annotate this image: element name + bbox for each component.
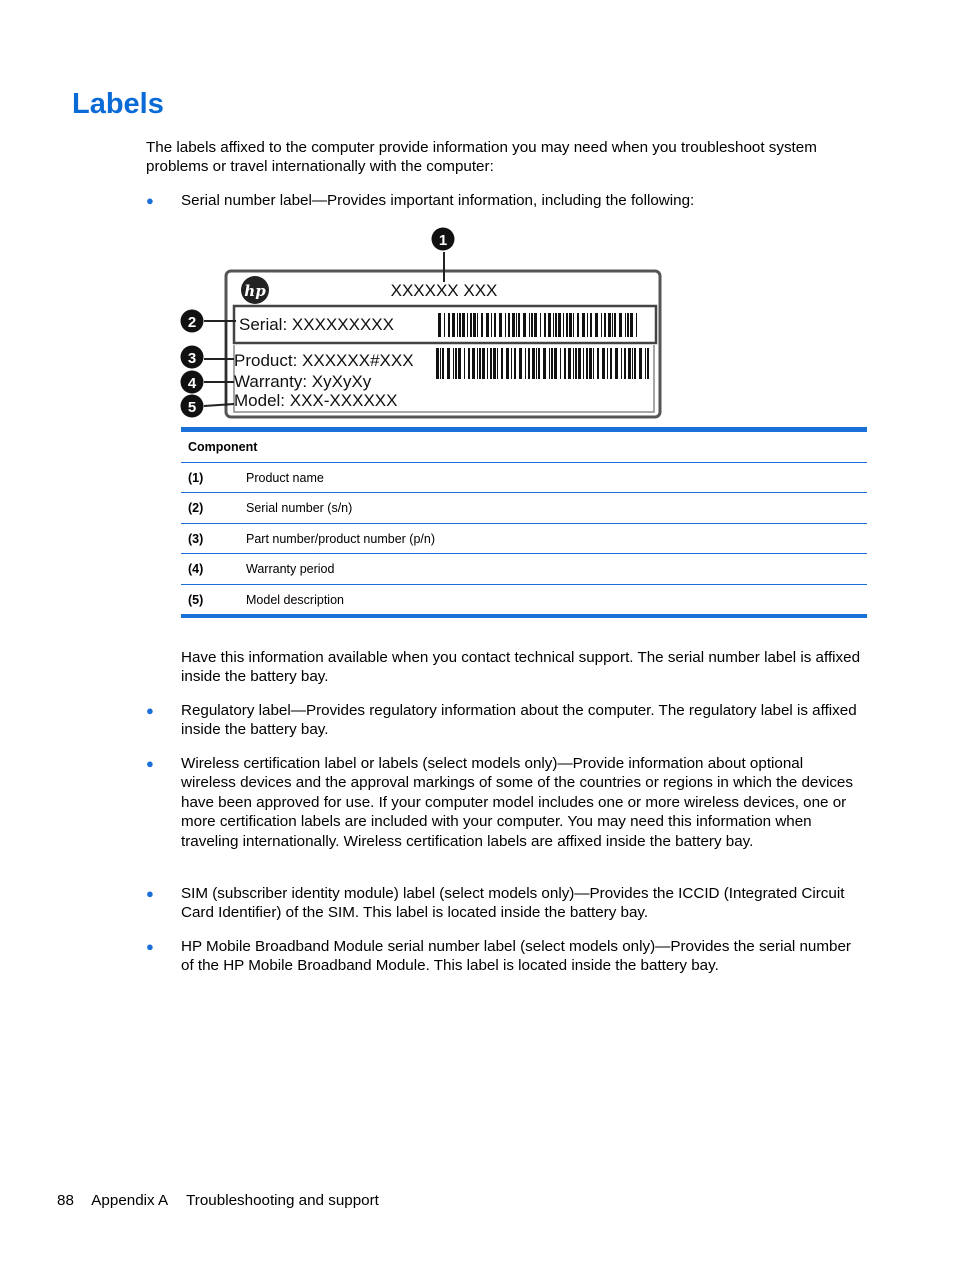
barcode-bar — [512, 313, 515, 337]
component-table — [181, 427, 867, 618]
barcode-bar — [564, 348, 566, 379]
barcode-bar — [444, 313, 445, 337]
barcode-bar — [593, 348, 594, 379]
barcode-bar — [457, 313, 458, 337]
barcode-bar — [467, 313, 468, 337]
barcode-bar — [549, 348, 550, 379]
barcode-bar — [621, 348, 622, 379]
component-description: Warranty period — [246, 562, 335, 577]
table-header: Component — [188, 440, 258, 454]
barcode-bar — [459, 313, 461, 337]
barcode-bar — [647, 348, 649, 379]
barcode-bar — [442, 348, 444, 379]
label-model: Model: XXX-XXXXXX — [234, 391, 398, 410]
barcode-bar — [634, 348, 636, 379]
barcode-bar — [636, 313, 637, 337]
table-row — [181, 554, 867, 585]
barcode-bar — [583, 348, 584, 379]
barcode-bar — [453, 348, 454, 379]
page-number: 88 — [57, 1192, 74, 1209]
bullet-regulatory: Regulatory label—Provides regulatory information about the computer. The regulatory label is affixed inside the battery bay. — [181, 702, 857, 739]
barcode-bar — [566, 313, 568, 337]
barcode-bar — [519, 348, 522, 379]
barcode-bar — [487, 348, 488, 379]
page-title: Labels — [72, 88, 164, 120]
barcode-bar — [587, 313, 588, 337]
barcode-bar — [614, 313, 616, 337]
barcode-bar — [486, 313, 489, 337]
barcode-bar — [582, 313, 585, 337]
barcode-bar — [534, 313, 537, 337]
table-row — [181, 585, 867, 615]
callout-5: 5 — [187, 399, 197, 416]
barcode-bar — [523, 313, 526, 337]
component-description: Part number/product number (p/n) — [246, 531, 435, 546]
barcode-bar — [627, 313, 629, 337]
barcode-bar — [514, 348, 516, 379]
barcode-bar — [607, 348, 608, 379]
barcode-bar — [479, 348, 481, 379]
barcode-bar — [464, 348, 465, 379]
bullet-icon: ● — [146, 703, 154, 718]
component-description: Serial number (s/n) — [246, 501, 353, 516]
barcode-bar — [608, 313, 611, 337]
barcode-bar — [516, 313, 517, 337]
barcode-bar — [501, 348, 503, 379]
barcode-bar — [482, 348, 485, 379]
barcode-bar — [440, 348, 441, 379]
barcode-bar — [529, 313, 530, 337]
barcode-bar — [573, 313, 574, 337]
barcode-bar — [473, 313, 476, 337]
barcode-bar — [511, 348, 512, 379]
barcode-bar — [563, 313, 564, 337]
label-warranty: Warranty: XyXyXy — [234, 372, 372, 391]
table-row — [181, 524, 867, 555]
barcode-bar — [438, 313, 441, 337]
barcode-bar — [518, 313, 520, 337]
svg-text:hp: hp — [244, 282, 266, 300]
barcode-bar — [568, 348, 571, 379]
bullet-icon: ● — [146, 756, 154, 771]
component-number: (1) — [188, 470, 204, 485]
barcode-bar — [447, 348, 450, 379]
barcode-bar — [452, 313, 455, 337]
barcode-bar — [639, 348, 642, 379]
callout-1: 1 — [438, 232, 448, 249]
label-serial: Serial: XXXXXXXXX — [239, 315, 394, 334]
barcode-bar — [497, 348, 498, 379]
barcode-bar — [577, 313, 579, 337]
barcode-bar — [597, 348, 599, 379]
bullet-wireless: Wireless certification label or labels (select models only)—Provide information about optional wireless devices and the approval markings of some of the countries or regions in which the devices have been approved for use. If your computer model includes one or more wireless devices, one or more certification labels are included with your computer. You may need this information when traveling internationally. Wireless certification labels are affixed inside the battery bay. — [181, 755, 853, 850]
barcode-bar — [436, 348, 439, 379]
barcode-bar — [494, 313, 496, 337]
page-footer — [57, 1192, 393, 1209]
barcode-bar — [506, 348, 509, 379]
barcode-bar — [615, 348, 618, 379]
barcode-bar — [612, 313, 613, 337]
barcode-bar — [528, 348, 530, 379]
barcode-bar — [538, 348, 540, 379]
barcode-bar — [505, 313, 506, 337]
barcode-bar — [630, 313, 633, 337]
barcode-bar — [462, 313, 465, 337]
barcode-bar — [601, 313, 602, 337]
serial-label-figure — [176, 224, 666, 424]
barcode-bar — [472, 348, 475, 379]
barcode-bar — [551, 348, 553, 379]
barcode-bar — [490, 348, 492, 379]
component-description: Product name — [246, 470, 324, 485]
barcode-bar — [632, 348, 633, 379]
barcode-bar — [624, 348, 626, 379]
barcode-bar — [543, 348, 546, 379]
barcode-bar — [595, 313, 598, 337]
barcode-bar — [604, 313, 606, 337]
bullet-icon: ● — [146, 193, 154, 208]
barcode-bar — [575, 348, 577, 379]
component-number: (4) — [188, 562, 204, 577]
label-product-name: XXXXXX XXX — [390, 281, 498, 300]
barcode-bar — [525, 348, 526, 379]
barcode-bar — [554, 348, 557, 379]
barcode-bar — [590, 313, 592, 337]
barcode-bar — [619, 313, 622, 337]
barcode-bar — [628, 348, 631, 379]
barcode-bar — [470, 313, 472, 337]
barcode-bar — [589, 348, 592, 379]
hp-logo-icon — [241, 276, 269, 304]
callout-2: 2 — [187, 314, 197, 331]
table-row — [181, 493, 867, 524]
barcode-bar — [544, 313, 546, 337]
barcode-bar — [477, 348, 478, 379]
barcode-bar — [569, 313, 572, 337]
component-number: (3) — [188, 531, 204, 546]
barcode-bar — [645, 348, 646, 379]
barcode-bar — [531, 313, 533, 337]
bullet-serial-label: Serial number label—Provides important information, including the following: — [181, 192, 695, 209]
table-row — [181, 463, 867, 494]
barcode-bar — [532, 348, 535, 379]
component-description: Model description — [246, 592, 344, 607]
bullet-icon: ● — [146, 886, 154, 901]
barcode-bar — [558, 313, 561, 337]
barcode-bar — [610, 348, 612, 379]
label-product: Product: XXXXXX#XXX — [234, 351, 414, 370]
intro-paragraph: The labels affixed to the computer provide information you may need when you troubleshoot system problems or travel internationally with the computer: — [146, 139, 817, 176]
barcode-bar — [586, 348, 588, 379]
barcode-bar — [578, 348, 581, 379]
bullet-broadband: HP Mobile Broadband Module serial number label (select models only)—Provides the serial number of the HP Mobile Broadband Module. This label is located inside the battery bay. — [181, 938, 851, 975]
barcode-bar — [491, 313, 492, 337]
component-number: (2) — [188, 501, 204, 516]
barcode-bar — [625, 313, 626, 337]
barcode-bar — [468, 348, 470, 379]
table-header-row — [181, 432, 867, 463]
barcode-bar — [602, 348, 605, 379]
bullet-icon: ● — [146, 939, 154, 954]
barcode-bar — [560, 348, 561, 379]
barcode-bar — [555, 313, 557, 337]
barcode-bar — [499, 313, 502, 337]
barcode-bar — [553, 313, 554, 337]
barcode-bar — [448, 313, 450, 337]
barcode-bar — [508, 313, 510, 337]
barcode-bar — [477, 313, 478, 337]
footer-appendix: Appendix A — [91, 1192, 169, 1209]
barcode-bar — [573, 348, 574, 379]
barcode-bar — [493, 348, 496, 379]
barcode-bar — [548, 313, 551, 337]
component-number: (5) — [188, 592, 204, 607]
barcode-bar — [481, 313, 483, 337]
barcode-bar — [458, 348, 461, 379]
barcode-bar — [536, 348, 537, 379]
bullet-sim: SIM (subscriber identity module) label (select models only)—Provides the ICCID (Integrated Circuit Card Identifier) of the SIM. This label is located inside the battery bay. — [181, 885, 845, 922]
barcode-bar — [455, 348, 457, 379]
after-table-paragraph: Have this information available when you contact technical support. The serial number label is affixed inside the battery bay. — [181, 649, 861, 686]
callout-4: 4 — [187, 375, 197, 392]
callout-3: 3 — [187, 350, 197, 367]
footer-section: Troubleshooting and support — [186, 1192, 379, 1209]
barcode-bar — [540, 313, 541, 337]
